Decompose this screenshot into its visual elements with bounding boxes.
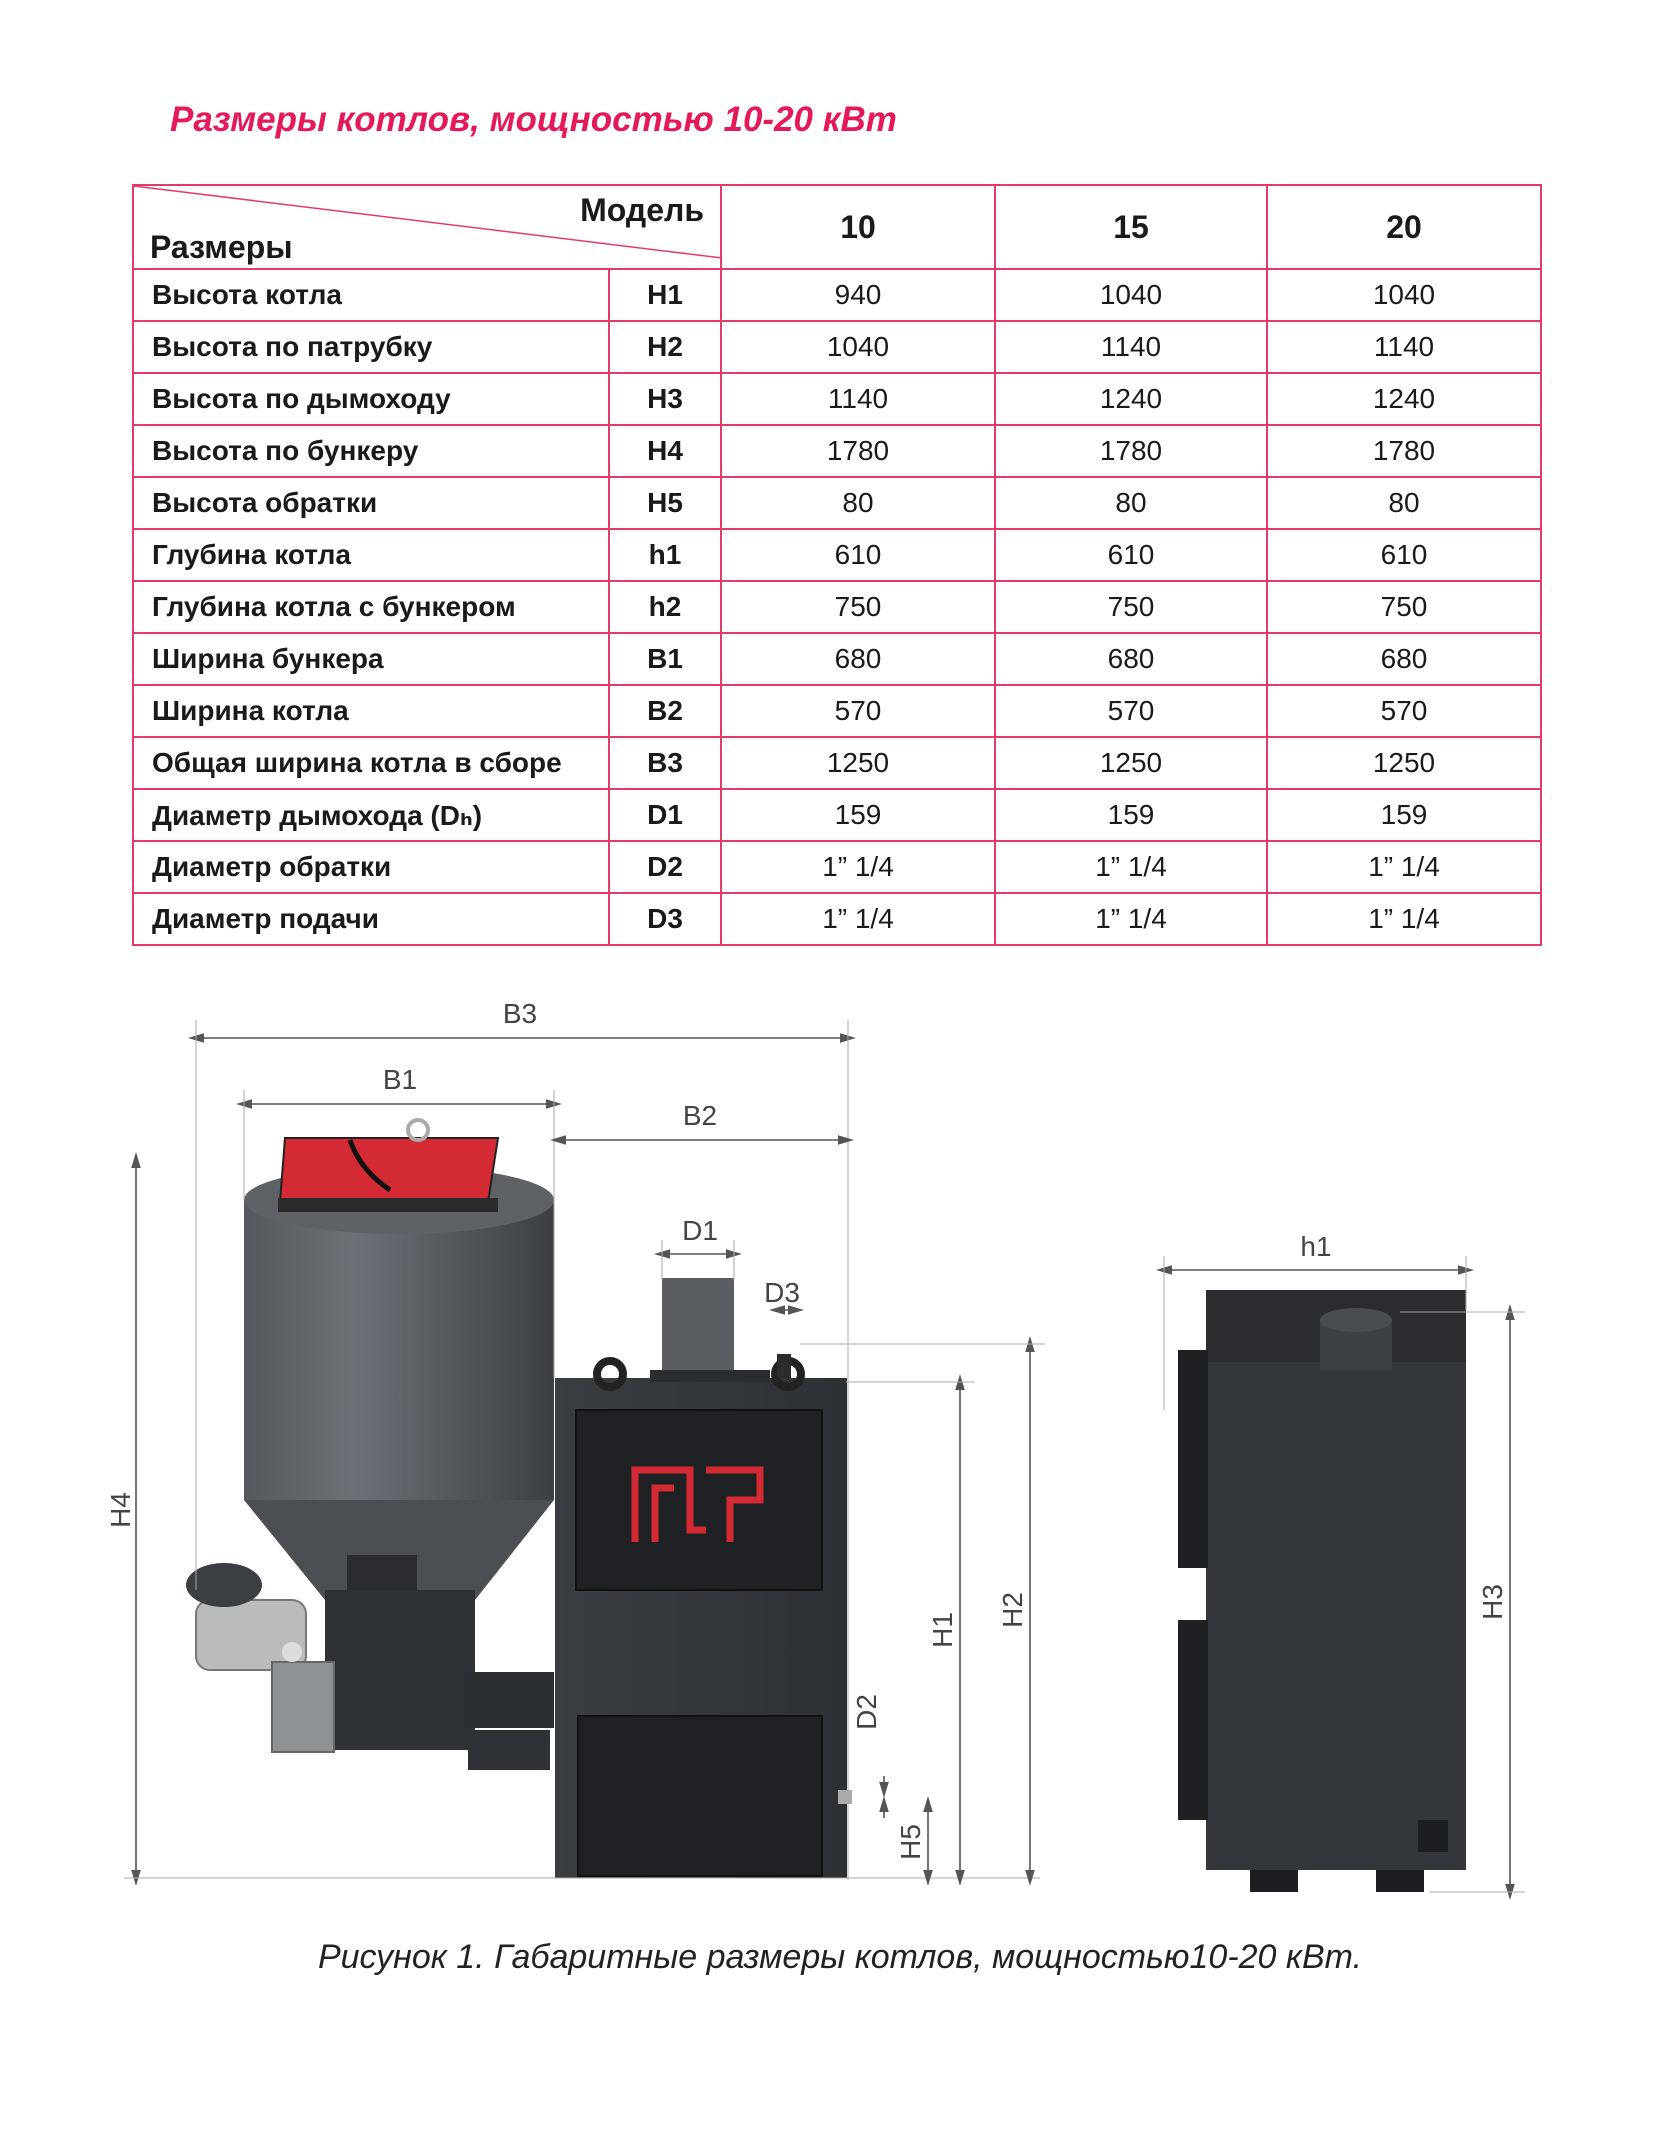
row-value: 1780 <box>721 425 995 477</box>
row-value: 1040 <box>1267 269 1541 321</box>
dim-H2-label: H2 <box>997 1592 1028 1628</box>
model-header-15: 15 <box>995 185 1267 269</box>
table-row <box>133 633 1541 685</box>
row-value: 570 <box>721 685 995 737</box>
row-code: H5 <box>609 477 721 529</box>
side-upper-door <box>1178 1350 1208 1568</box>
row-value: 1” 1/4 <box>1267 841 1541 893</box>
side-lower-door <box>1178 1620 1208 1820</box>
dim-H1-label: H1 <box>927 1612 958 1648</box>
table-row <box>133 893 1541 945</box>
row-value: 610 <box>1267 529 1541 581</box>
table-row <box>133 737 1541 789</box>
row-value: 159 <box>995 789 1267 841</box>
row-code: H3 <box>609 373 721 425</box>
row-value: 1140 <box>721 373 995 425</box>
row-value: 1250 <box>1267 737 1541 789</box>
row-name: Глубина котла с бункером <box>133 581 609 633</box>
front-view <box>186 1120 852 1878</box>
table-row <box>133 789 1541 841</box>
dim-D2-label: D2 <box>851 1694 882 1730</box>
row-value: 159 <box>1267 789 1541 841</box>
chimney-pipe <box>662 1278 734 1378</box>
row-value: 610 <box>721 529 995 581</box>
row-value: 159 <box>721 789 995 841</box>
row-value: 750 <box>721 581 995 633</box>
row-code: H2 <box>609 321 721 373</box>
boiler-figure <box>0 990 1680 1930</box>
row-value: 1” 1/4 <box>995 841 1267 893</box>
row-code: D2 <box>609 841 721 893</box>
hopper-lid <box>280 1138 498 1202</box>
row-value: 80 <box>1267 477 1541 529</box>
row-name: Высота по патрубку <box>133 321 609 373</box>
row-name: Диаметр обратки <box>133 841 609 893</box>
row-code: B1 <box>609 633 721 685</box>
table-row <box>133 529 1541 581</box>
row-value: 1” 1/4 <box>995 893 1267 945</box>
table-header-row <box>133 185 1541 269</box>
auger-housing <box>325 1590 475 1750</box>
row-name: Глубина котла <box>133 529 609 581</box>
table-row <box>133 425 1541 477</box>
upper-door <box>576 1410 822 1590</box>
dim-H3-label: H3 <box>1477 1584 1508 1620</box>
row-name: Диаметр подачи <box>133 893 609 945</box>
dim-B1-label: B1 <box>382 1064 418 1095</box>
row-value: 80 <box>721 477 995 529</box>
model-header-20: 20 <box>1267 185 1541 269</box>
row-name: Диаметр дымохода (Dₕ) <box>133 789 609 841</box>
table-body <box>133 269 1541 945</box>
dim-B2-label: B2 <box>682 1100 718 1131</box>
lower-door <box>578 1716 822 1876</box>
row-value: 1140 <box>995 321 1267 373</box>
table-row <box>133 321 1541 373</box>
auger-tube <box>464 1672 554 1728</box>
dim-H4-label: H4 <box>105 1492 136 1528</box>
row-value: 750 <box>1267 581 1541 633</box>
row-value: 940 <box>721 269 995 321</box>
row-value: 1040 <box>995 269 1267 321</box>
table-row <box>133 269 1541 321</box>
row-name: Общая ширина котла в сборе <box>133 737 609 789</box>
row-value: 1” 1/4 <box>721 893 995 945</box>
corner-sizes-label: Размеры <box>150 229 293 265</box>
row-value: 610 <box>995 529 1267 581</box>
table-row <box>133 685 1541 737</box>
row-value: 570 <box>995 685 1267 737</box>
row-value: 1250 <box>995 737 1267 789</box>
row-code: D3 <box>609 893 721 945</box>
side-view <box>1178 1290 1466 1892</box>
row-name: Ширина бункера <box>133 633 609 685</box>
row-code: B2 <box>609 685 721 737</box>
row-value: 680 <box>721 633 995 685</box>
figure-caption: Рисунок 1. Габаритные размеры котлов, мощностью10-20 кВт. <box>317 1938 1363 1976</box>
row-code: D1 <box>609 789 721 841</box>
row-value: 1” 1/4 <box>1267 893 1541 945</box>
row-value: 1040 <box>721 321 995 373</box>
row-value: 750 <box>995 581 1267 633</box>
table-row <box>133 477 1541 529</box>
row-value: 570 <box>1267 685 1541 737</box>
row-value: 1250 <box>721 737 995 789</box>
model-header-10: 10 <box>721 185 995 269</box>
dim-H5-label: H5 <box>895 1824 926 1860</box>
table-row <box>133 581 1541 633</box>
row-name: Высота котла <box>133 269 609 321</box>
dim-B3-label: B3 <box>502 998 538 1029</box>
table-corner-cell <box>133 185 721 269</box>
row-value: 80 <box>995 477 1267 529</box>
row-value: 1780 <box>995 425 1267 477</box>
row-value: 680 <box>1267 633 1541 685</box>
table-row <box>133 841 1541 893</box>
page-title: Размеры котлов, мощностью 10-20 кВт <box>170 100 897 139</box>
row-name: Ширина котла <box>133 685 609 737</box>
row-code: h2 <box>609 581 721 633</box>
row-value: 680 <box>995 633 1267 685</box>
gearbox <box>272 1662 334 1752</box>
table-row <box>133 373 1541 425</box>
hopper-body <box>244 1200 554 1500</box>
row-value: 1780 <box>1267 425 1541 477</box>
row-value: 1” 1/4 <box>721 841 995 893</box>
corner-model-label: Модель <box>580 192 704 228</box>
row-name: Высота по дымоходу <box>133 373 609 425</box>
row-code: H1 <box>609 269 721 321</box>
row-code: B3 <box>609 737 721 789</box>
row-value: 1240 <box>1267 373 1541 425</box>
row-value: 1240 <box>995 373 1267 425</box>
dim-h1-label: h1 <box>1300 1231 1332 1262</box>
dim-D3-label: D3 <box>764 1277 800 1308</box>
row-name: Высота обратки <box>133 477 609 529</box>
row-code: H4 <box>609 425 721 477</box>
row-code: h1 <box>609 529 721 581</box>
dim-D1-label: D1 <box>682 1215 718 1246</box>
row-name: Высота по бункеру <box>133 425 609 477</box>
row-value: 1140 <box>1267 321 1541 373</box>
side-body <box>1206 1290 1466 1870</box>
dimensions-table <box>132 184 1542 946</box>
